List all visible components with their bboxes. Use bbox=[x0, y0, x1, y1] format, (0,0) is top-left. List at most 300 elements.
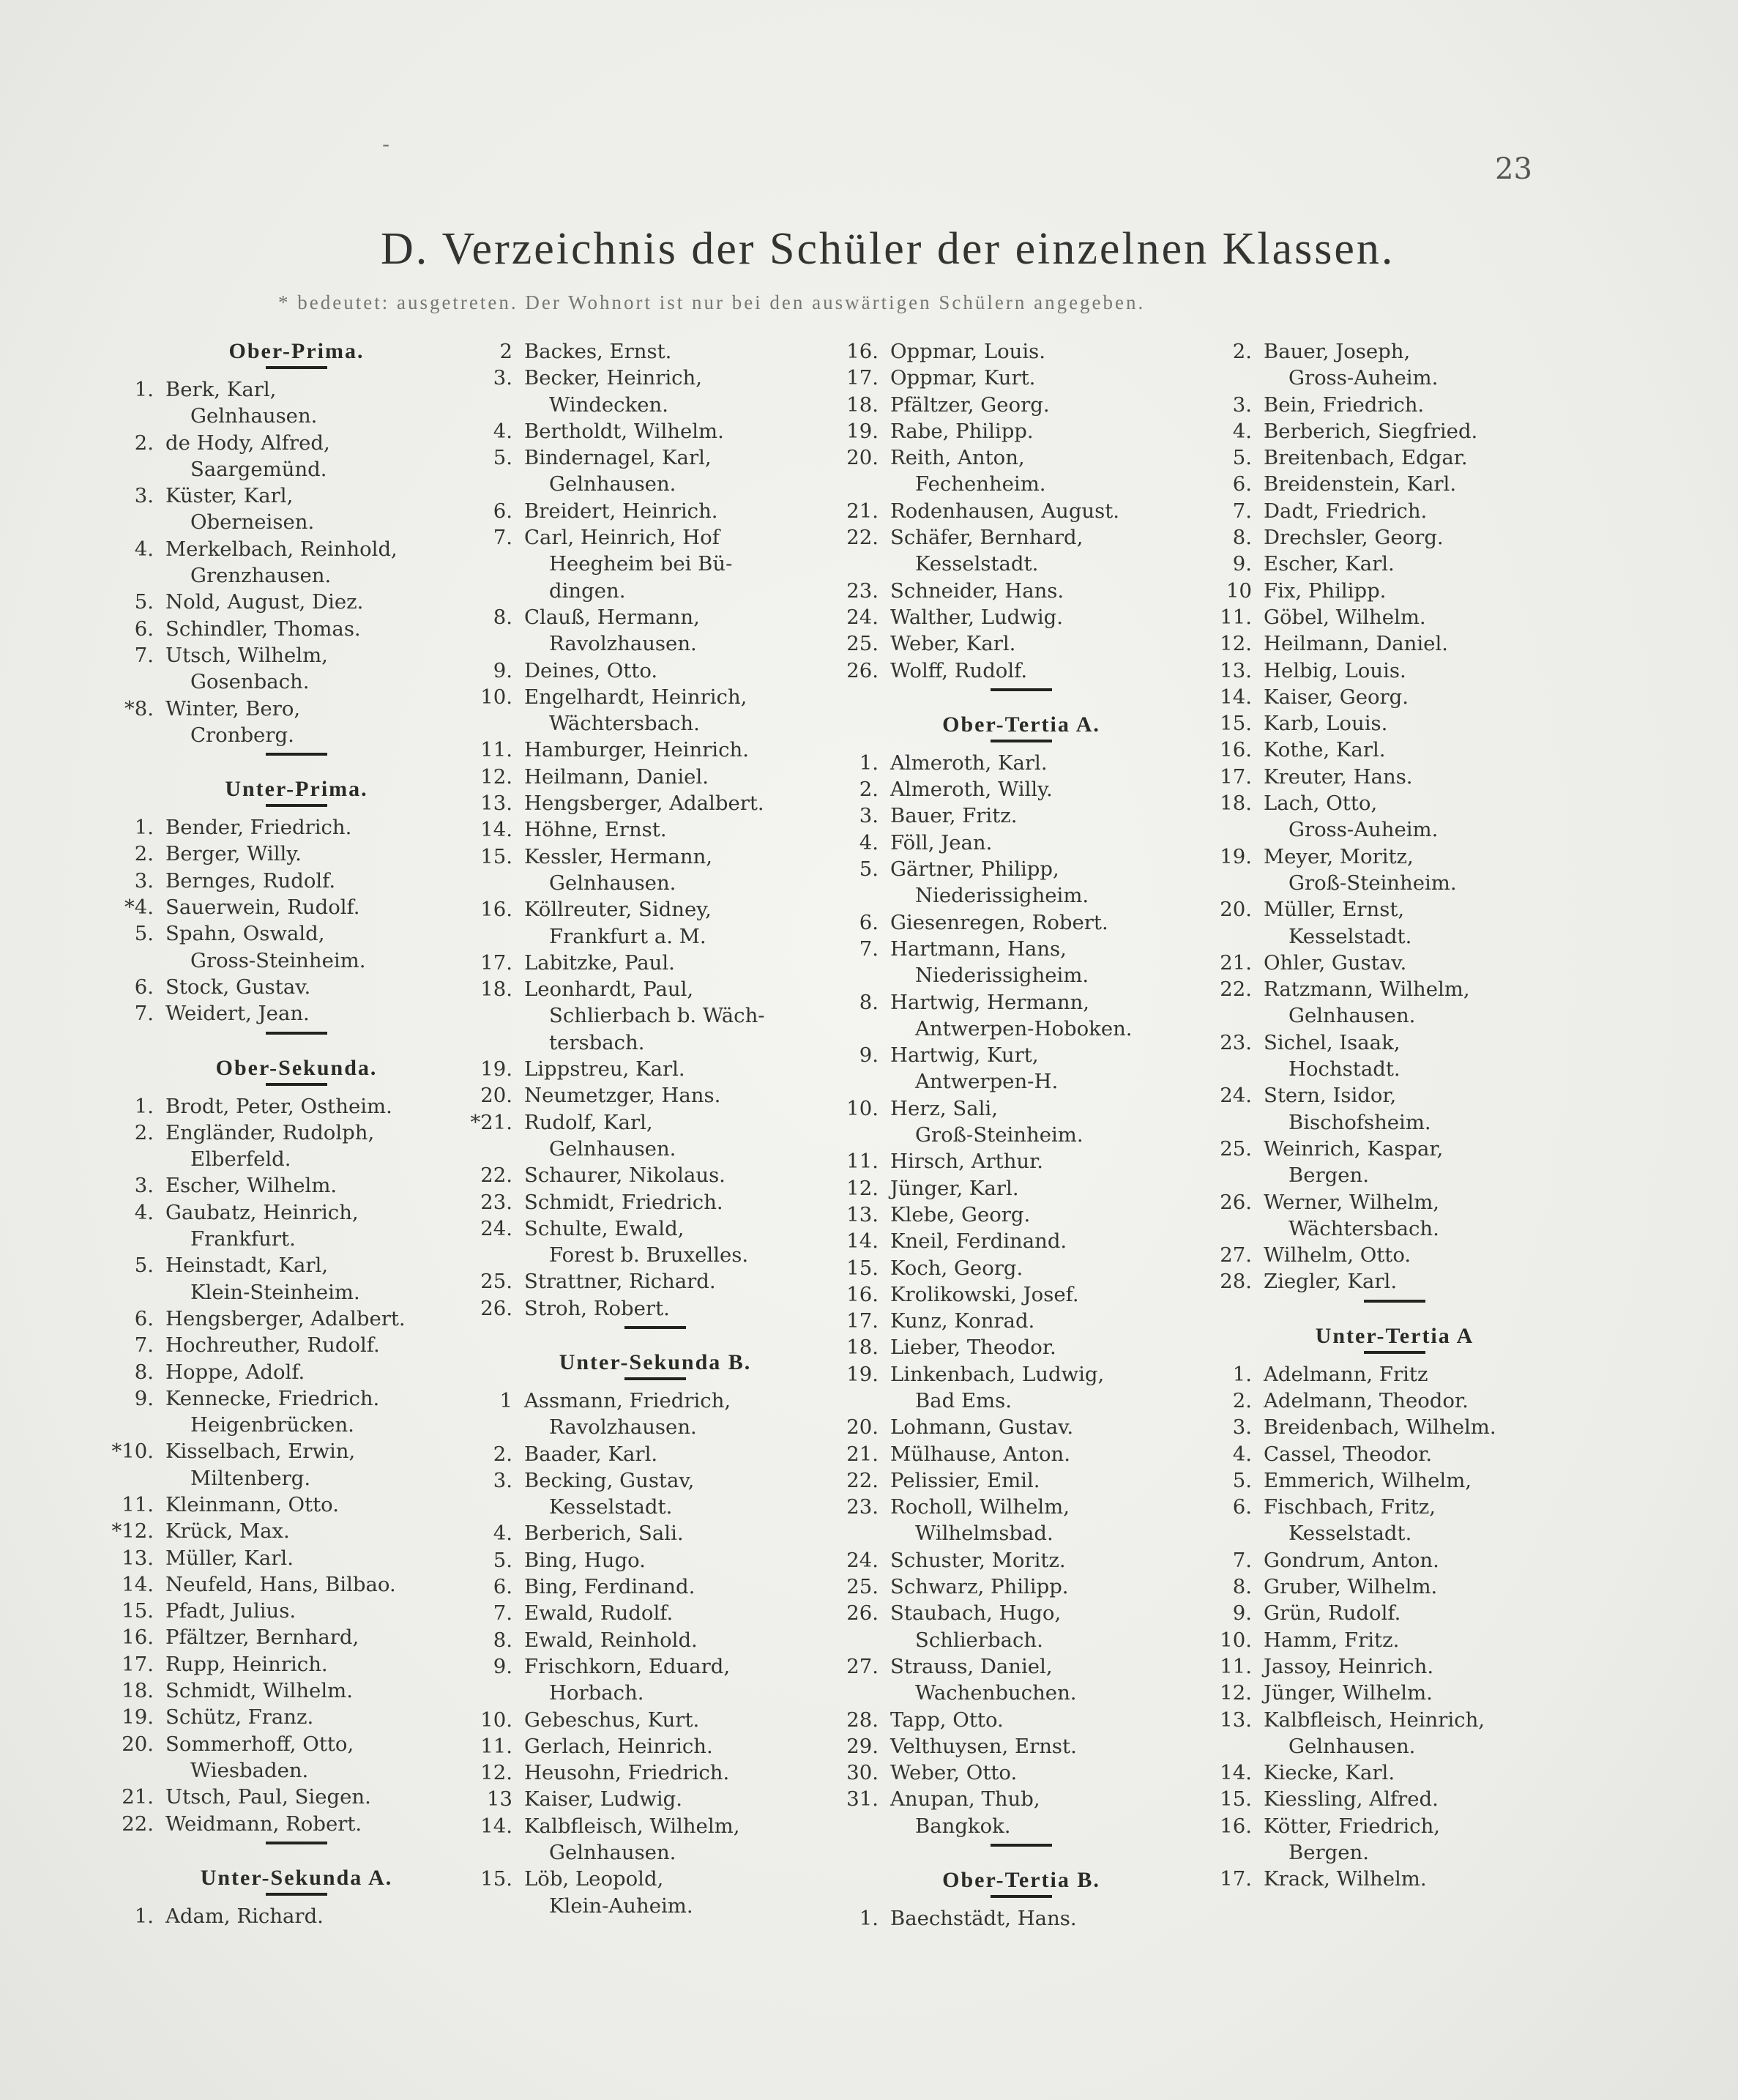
student-name: Schmidt, Friedrich. bbox=[524, 1190, 723, 1214]
entry-continuation: Miltenberg. bbox=[190, 1466, 311, 1490]
student-name: Breitenbach, Edgar. bbox=[1264, 446, 1468, 470]
student-name: Baechstädt, Hans. bbox=[890, 1907, 1077, 1931]
entry-number: 3. bbox=[493, 1468, 512, 1492]
page-number: 23 bbox=[1495, 152, 1532, 186]
student-entry bbox=[835, 1255, 1208, 1281]
student-name: Adelmann, Fritz bbox=[1264, 1362, 1428, 1386]
student-entry bbox=[110, 1518, 483, 1544]
entry-number: 1. bbox=[134, 816, 154, 840]
student-entry bbox=[1208, 737, 1581, 763]
student-name: Gondrum, Anton. bbox=[1264, 1548, 1439, 1572]
class-section bbox=[835, 1844, 1208, 1932]
student-entry bbox=[110, 1545, 483, 1571]
student-entry bbox=[469, 1733, 842, 1760]
student-entry bbox=[835, 1228, 1208, 1254]
student-entry bbox=[835, 578, 1208, 604]
student-entry bbox=[1208, 950, 1581, 976]
student-entry bbox=[110, 1811, 483, 1837]
entry-number: 5. bbox=[134, 590, 154, 614]
entry-number: 24. bbox=[480, 1216, 512, 1240]
student-name: Fischbach, Fritz, bbox=[1264, 1495, 1436, 1519]
entry-number: 20. bbox=[846, 446, 879, 470]
student-name: Mülhause, Anton. bbox=[890, 1442, 1070, 1466]
student-name: Strauss, Daniel, bbox=[890, 1654, 1053, 1678]
entry-number: 4. bbox=[134, 537, 154, 561]
student-name: Sauerwein, Rudolf. bbox=[165, 896, 360, 920]
section-heading: Ober-Sekunda. bbox=[215, 1055, 378, 1080]
student-entry bbox=[835, 1095, 1208, 1149]
student-entry bbox=[835, 1733, 1208, 1760]
entry-number: 5. bbox=[1232, 1468, 1252, 1492]
student-entry bbox=[469, 1866, 842, 1919]
entry-number: 4. bbox=[493, 419, 512, 443]
student-name: Heusohn, Friedrich. bbox=[524, 1761, 730, 1785]
entry-number: 12. bbox=[846, 1176, 879, 1200]
student-name: Klebe, Georg. bbox=[890, 1202, 1031, 1226]
student-entry bbox=[110, 974, 483, 1000]
student-name: Brodt, Peter, Ostheim. bbox=[165, 1094, 392, 1118]
student-entry bbox=[1208, 604, 1581, 630]
entry-number: 10 bbox=[1226, 578, 1252, 603]
student-name: Sichel, Isaak, bbox=[1264, 1030, 1401, 1054]
entry-number: 6. bbox=[1232, 472, 1252, 496]
student-entry bbox=[110, 696, 483, 749]
student-entry bbox=[835, 1281, 1208, 1308]
student-entry bbox=[835, 498, 1208, 524]
student-entry bbox=[835, 776, 1208, 803]
student-name: de Hody, Alfred, bbox=[165, 431, 330, 455]
entry-continuation: Niederissigheim. bbox=[915, 964, 1089, 988]
entry-continuation: Niederissigheim. bbox=[915, 884, 1089, 908]
entry-number: 2. bbox=[134, 1120, 154, 1144]
entry-number: 18. bbox=[480, 978, 512, 1002]
entry-number: 2. bbox=[1232, 340, 1252, 363]
student-entry bbox=[469, 844, 842, 897]
student-entry bbox=[110, 894, 483, 920]
student-name: Lieber, Theodor. bbox=[890, 1336, 1056, 1360]
legend-note: * bedeutet: ausgetreten. Der Wohnort ist nur bei den auswärtigen Schülern angegeben. bbox=[278, 291, 1146, 313]
entry-continuation: Frankfurt. bbox=[190, 1227, 296, 1251]
student-name: Rodenhausen, August. bbox=[890, 499, 1120, 523]
entry-continuation: Heegheim bei Bü- bbox=[549, 552, 733, 576]
entry-number: 20. bbox=[846, 1415, 879, 1440]
student-entry bbox=[1208, 1441, 1581, 1467]
student-name: Ratzmann, Wilhelm, bbox=[1264, 978, 1470, 1002]
entry-continuation: Gross-Auheim. bbox=[1288, 818, 1439, 842]
student-name: Bauer, Joseph, bbox=[1264, 340, 1411, 363]
entry-continuation: Saargemünd. bbox=[190, 457, 327, 481]
student-entry bbox=[1208, 844, 1581, 897]
entry-continuation: Schlierbach. bbox=[915, 1628, 1043, 1652]
entry-number: 24. bbox=[846, 1548, 879, 1572]
student-entry bbox=[835, 365, 1208, 391]
student-name: Stern, Isidor, bbox=[1264, 1084, 1397, 1108]
entry-number: 6. bbox=[134, 617, 154, 641]
student-entry bbox=[1208, 524, 1581, 551]
entry-number: 7. bbox=[1232, 1548, 1252, 1572]
entry-number: 29. bbox=[846, 1734, 879, 1758]
entry-continuation: Windecken. bbox=[549, 392, 668, 417]
student-name: Schuster, Moritz. bbox=[890, 1548, 1066, 1572]
entry-number: 13 bbox=[487, 1787, 512, 1812]
entry-number: 13. bbox=[480, 792, 512, 816]
student-name: Kreuter, Hans. bbox=[1264, 764, 1413, 789]
entry-number: 5. bbox=[134, 922, 154, 946]
entry-number: 17. bbox=[846, 1309, 879, 1333]
entry-number: 14. bbox=[480, 1814, 512, 1838]
entry-number: 7. bbox=[134, 1333, 154, 1358]
student-name: Tapp, Otto. bbox=[890, 1708, 1004, 1732]
entry-continuation: Gelnhausen. bbox=[549, 1136, 676, 1161]
entry-number: 4. bbox=[1232, 1442, 1252, 1466]
student-entry bbox=[110, 1678, 483, 1704]
section-heading: Unter-Tertia A bbox=[1315, 1323, 1474, 1348]
student-entry bbox=[469, 1786, 842, 1812]
student-name: Heilmann, Daniel. bbox=[524, 764, 709, 789]
student-name: Hartwig, Kurt, bbox=[890, 1043, 1039, 1068]
student-name: Herz, Sali, bbox=[890, 1096, 998, 1120]
entry-continuation: Kesselstadt. bbox=[1288, 1522, 1412, 1546]
student-entry bbox=[110, 1306, 483, 1332]
entry-number: 3. bbox=[493, 366, 512, 390]
entry-continuation: Oberneisen. bbox=[190, 510, 315, 535]
column-2 bbox=[469, 338, 842, 1919]
student-name: Berberich, Siegfried. bbox=[1264, 419, 1478, 443]
entry-number: 11. bbox=[122, 1492, 154, 1516]
entry-continuation: Bangkok. bbox=[915, 1814, 1011, 1838]
entry-number: 9. bbox=[859, 1043, 879, 1068]
section-divider bbox=[266, 1032, 327, 1035]
entry-number: 8. bbox=[859, 990, 879, 1014]
student-entry bbox=[110, 1704, 483, 1730]
student-name: Hartwig, Hermann, bbox=[890, 990, 1090, 1014]
student-entry bbox=[469, 1295, 842, 1322]
student-entry bbox=[835, 418, 1208, 444]
student-name: Engelhardt, Heinrich, bbox=[524, 685, 747, 709]
entry-number: 16. bbox=[846, 1282, 879, 1306]
entry-number: 5. bbox=[493, 446, 512, 470]
entry-number: 15. bbox=[122, 1599, 154, 1623]
entry-number: 20. bbox=[480, 1084, 512, 1108]
student-entry bbox=[110, 1359, 483, 1385]
entry-continuation: Wächtersbach. bbox=[549, 712, 700, 736]
student-name: Berger, Willy. bbox=[165, 842, 302, 866]
entry-number: *8. bbox=[124, 696, 154, 721]
entry-number: 7. bbox=[859, 937, 879, 961]
entry-number: 9. bbox=[1232, 552, 1252, 576]
student-entry bbox=[835, 1574, 1208, 1600]
student-entry bbox=[1208, 764, 1581, 790]
student-entry bbox=[469, 444, 842, 498]
entry-number: 1. bbox=[134, 378, 154, 401]
student-entry bbox=[469, 1056, 842, 1082]
student-entry bbox=[1208, 1653, 1581, 1680]
student-name: Stock, Gustav. bbox=[165, 975, 311, 999]
entry-number: 3. bbox=[859, 804, 879, 828]
entry-number: 15. bbox=[1220, 712, 1252, 736]
entry-continuation: Kesselstadt. bbox=[549, 1495, 673, 1519]
entry-number: 1 bbox=[499, 1388, 512, 1412]
student-name: Berk, Karl, bbox=[165, 378, 277, 401]
student-name: Helbig, Louis. bbox=[1264, 658, 1406, 682]
student-entry bbox=[110, 1199, 483, 1253]
section-heading: Unter-Sekunda B. bbox=[559, 1349, 752, 1374]
student-name: Gruber, Wilhelm. bbox=[1264, 1575, 1438, 1599]
student-name: Walther, Ludwig. bbox=[890, 605, 1063, 629]
entry-number: 16. bbox=[1220, 738, 1252, 762]
entry-number: 4. bbox=[134, 1200, 154, 1224]
section-heading: Unter-Prima. bbox=[225, 777, 368, 802]
entry-continuation: Schlierbach b. Wäch- bbox=[549, 1004, 765, 1028]
student-entry bbox=[469, 896, 842, 950]
entry-number: 16. bbox=[122, 1626, 154, 1650]
student-name: Schneider, Hans. bbox=[890, 578, 1064, 603]
entry-continuation: Bischofsheim. bbox=[1288, 1110, 1431, 1134]
student-entry bbox=[1208, 790, 1581, 844]
entry-number: 16. bbox=[480, 898, 512, 922]
entry-number: 15. bbox=[480, 844, 512, 868]
student-name: Deines, Otto. bbox=[524, 658, 658, 682]
student-entry bbox=[469, 1109, 842, 1163]
student-name: Sommerhoff, Otto, bbox=[165, 1732, 354, 1756]
student-entry bbox=[110, 483, 483, 536]
student-name: Nold, August, Diez. bbox=[165, 590, 364, 614]
student-name: Rupp, Heinrich. bbox=[165, 1652, 328, 1676]
entry-number: 16. bbox=[846, 340, 879, 363]
entry-number: 2. bbox=[134, 842, 154, 866]
entry-continuation: Forest b. Bruxelles. bbox=[549, 1243, 749, 1267]
entry-number: 8. bbox=[493, 605, 512, 629]
heading-rule bbox=[991, 740, 1052, 742]
student-name: Schäfer, Bernhard, bbox=[890, 526, 1084, 550]
student-name: Krolikowski, Josef. bbox=[890, 1282, 1079, 1306]
entry-number: 6. bbox=[134, 1306, 154, 1330]
student-entry bbox=[1208, 684, 1581, 710]
student-name: Utsch, Paul, Siegen. bbox=[165, 1785, 371, 1809]
student-entry bbox=[469, 764, 842, 790]
student-name: Kalbfleisch, Wilhelm, bbox=[524, 1814, 740, 1838]
student-name: Bindernagel, Karl, bbox=[524, 446, 712, 470]
heading-rule bbox=[266, 366, 327, 369]
section-heading: Ober-Tertia B. bbox=[942, 1868, 1100, 1893]
student-name: Koch, Georg. bbox=[890, 1256, 1023, 1280]
entry-number: 12. bbox=[1220, 1681, 1252, 1705]
student-name: Kisselbach, Erwin, bbox=[165, 1440, 356, 1464]
class-section bbox=[110, 338, 483, 748]
student-name: Spahn, Oswald, bbox=[165, 922, 325, 946]
student-name: Lohmann, Gustav. bbox=[890, 1415, 1074, 1440]
entry-number: 3. bbox=[134, 1174, 154, 1198]
entry-continuation: Frankfurt a. M. bbox=[549, 924, 706, 948]
student-entry bbox=[110, 1093, 483, 1120]
student-name: Clauß, Hermann, bbox=[524, 605, 700, 629]
entry-number: 4. bbox=[493, 1522, 512, 1546]
student-name: Hengsberger, Adalbert. bbox=[165, 1306, 406, 1330]
entry-number: 4. bbox=[1232, 419, 1252, 443]
entry-continuation: Gelnhausen. bbox=[1288, 1734, 1416, 1758]
entry-number: 16. bbox=[1220, 1814, 1252, 1838]
student-entry bbox=[469, 1653, 842, 1707]
student-name: Adelmann, Theodor. bbox=[1264, 1388, 1469, 1412]
student-name: Frischkorn, Eduard, bbox=[524, 1654, 731, 1678]
entry-number: 28. bbox=[846, 1708, 879, 1732]
student-name: Müller, Karl. bbox=[165, 1546, 294, 1570]
entry-continuation: Wächtersbach. bbox=[1288, 1216, 1439, 1240]
entry-number: 17. bbox=[122, 1652, 154, 1676]
student-entry bbox=[1208, 976, 1581, 1029]
student-name: Hamburger, Heinrich. bbox=[524, 738, 749, 762]
entry-number: 22. bbox=[122, 1812, 154, 1836]
student-entry bbox=[1208, 392, 1581, 418]
column-4 bbox=[1208, 338, 1581, 1893]
student-entry bbox=[1208, 1414, 1581, 1440]
section-divider bbox=[266, 1842, 327, 1844]
student-name: Schulte, Ewald, bbox=[524, 1216, 685, 1240]
entry-number: 19. bbox=[1220, 844, 1252, 868]
student-name: Gebeschus, Kurt. bbox=[524, 1708, 700, 1732]
entry-number: 23. bbox=[480, 1190, 512, 1214]
entry-continuation: Kesselstadt. bbox=[915, 552, 1039, 576]
entry-number: 14. bbox=[122, 1572, 154, 1596]
student-entry bbox=[110, 1651, 483, 1678]
entry-number: 23. bbox=[1220, 1030, 1252, 1054]
student-entry bbox=[469, 976, 842, 1056]
student-name: Ewald, Reinhold. bbox=[524, 1628, 698, 1652]
student-entry bbox=[110, 1492, 483, 1518]
heading-rule bbox=[1364, 1351, 1425, 1354]
entry-number: 20. bbox=[1220, 898, 1252, 922]
student-name: Kothe, Karl. bbox=[1264, 738, 1386, 762]
student-entry bbox=[1208, 444, 1581, 471]
student-name: Jünger, Karl. bbox=[890, 1176, 1019, 1200]
entry-number: 2. bbox=[1232, 1388, 1252, 1412]
student-entry bbox=[469, 1441, 842, 1467]
student-name: Reith, Anton, bbox=[890, 446, 1025, 470]
student-name: Leonhardt, Paul, bbox=[524, 978, 694, 1002]
entry-number: 1. bbox=[134, 1904, 154, 1928]
heading-rule bbox=[266, 804, 327, 807]
student-entry bbox=[469, 1520, 842, 1546]
class-section bbox=[1208, 338, 1581, 1295]
student-entry bbox=[835, 1653, 1208, 1707]
student-name: Kaiser, Georg. bbox=[1264, 685, 1409, 709]
student-name: Jünger, Wilhelm. bbox=[1264, 1681, 1433, 1705]
entry-continuation: Ravolzhausen. bbox=[549, 1415, 697, 1440]
entry-continuation: Hochstadt. bbox=[1288, 1057, 1401, 1081]
column-3 bbox=[835, 338, 1208, 1932]
student-entry bbox=[469, 1388, 842, 1441]
student-entry bbox=[835, 658, 1208, 684]
student-entry bbox=[110, 1784, 483, 1810]
student-entry bbox=[469, 1547, 842, 1574]
student-name: Pfältzer, Georg. bbox=[890, 392, 1050, 417]
student-entry bbox=[835, 1547, 1208, 1574]
student-entry bbox=[835, 989, 1208, 1043]
student-entry bbox=[835, 750, 1208, 776]
student-entry bbox=[835, 1600, 1208, 1653]
student-entry bbox=[1208, 1707, 1581, 1760]
entry-number: 18. bbox=[846, 392, 879, 417]
entry-continuation: Gelnhausen. bbox=[190, 404, 318, 428]
student-entry bbox=[110, 376, 483, 430]
student-entry bbox=[1208, 1627, 1581, 1653]
entry-number: 9. bbox=[134, 1386, 154, 1410]
student-entry bbox=[110, 841, 483, 867]
student-entry bbox=[1208, 1494, 1581, 1547]
student-name: Strattner, Richard. bbox=[524, 1270, 716, 1294]
student-entry bbox=[835, 338, 1208, 365]
entry-number: 19. bbox=[846, 419, 879, 443]
student-name: Rabe, Philipp. bbox=[890, 419, 1034, 443]
student-name: Baader, Karl. bbox=[524, 1442, 658, 1466]
student-name: Köllreuter, Sidney, bbox=[524, 898, 712, 922]
student-entry bbox=[469, 658, 842, 684]
student-entry bbox=[835, 630, 1208, 657]
student-entry bbox=[835, 392, 1208, 418]
entry-number: 10. bbox=[846, 1096, 879, 1120]
entry-number: 22. bbox=[846, 1468, 879, 1492]
student-entry bbox=[835, 1148, 1208, 1174]
entry-continuation: Antwerpen-H. bbox=[915, 1070, 1059, 1094]
student-name: Breidenstein, Karl. bbox=[1264, 472, 1457, 496]
entry-number: 1. bbox=[1232, 1362, 1252, 1386]
page-title: D. Verzeichnis der Schüler der einzelnen Klassen. bbox=[381, 224, 1395, 274]
student-entry bbox=[469, 790, 842, 816]
student-name: Karb, Louis. bbox=[1264, 712, 1388, 736]
entry-continuation: Gelnhausen. bbox=[549, 871, 676, 895]
student-name: Merkelbach, Reinhold, bbox=[165, 537, 398, 561]
student-name: Rudolf, Karl, bbox=[524, 1110, 653, 1134]
entry-continuation: Klein-Auheim. bbox=[549, 1894, 693, 1918]
student-entry bbox=[1208, 1388, 1581, 1414]
student-name: Müller, Ernst, bbox=[1264, 898, 1405, 922]
entry-number: 1. bbox=[859, 751, 879, 775]
student-entry bbox=[835, 830, 1208, 856]
student-name: Weinrich, Kaspar, bbox=[1264, 1136, 1444, 1161]
student-name: Schwarz, Philipp. bbox=[890, 1575, 1069, 1599]
student-name: Bender, Friedrich. bbox=[165, 816, 352, 840]
entry-number: 11. bbox=[480, 1734, 512, 1758]
entry-number: 14. bbox=[846, 1229, 879, 1254]
class-section bbox=[469, 1326, 842, 1919]
student-entry bbox=[835, 856, 1208, 909]
student-entry bbox=[835, 1308, 1208, 1334]
entry-number: 14. bbox=[480, 818, 512, 842]
entry-number: 26. bbox=[480, 1296, 512, 1320]
entry-number: 20. bbox=[122, 1732, 154, 1756]
entry-number: 28. bbox=[1220, 1270, 1252, 1294]
student-name: Stroh, Robert. bbox=[524, 1296, 670, 1320]
entry-number: 18. bbox=[122, 1679, 154, 1703]
student-entry bbox=[469, 1189, 842, 1215]
student-name: Cassel, Theodor. bbox=[1264, 1442, 1433, 1466]
student-entry bbox=[469, 338, 842, 365]
student-name: Wolff, Rudolf. bbox=[890, 658, 1028, 682]
entry-number: 5. bbox=[859, 857, 879, 882]
class-section bbox=[835, 338, 1208, 684]
student-name: Weidmann, Robert. bbox=[165, 1812, 362, 1836]
student-entry bbox=[1208, 1189, 1581, 1243]
student-entry bbox=[110, 1731, 483, 1784]
student-name: Hochreuther, Rudolf. bbox=[165, 1333, 380, 1358]
student-entry bbox=[835, 1707, 1208, 1733]
entry-number: 7. bbox=[134, 643, 154, 667]
student-name: Weidert, Jean. bbox=[165, 1002, 310, 1026]
student-entry bbox=[1208, 551, 1581, 577]
heading-rule bbox=[266, 1893, 327, 1896]
student-entry bbox=[1208, 658, 1581, 684]
student-name: Kennecke, Friedrich. bbox=[165, 1386, 380, 1410]
